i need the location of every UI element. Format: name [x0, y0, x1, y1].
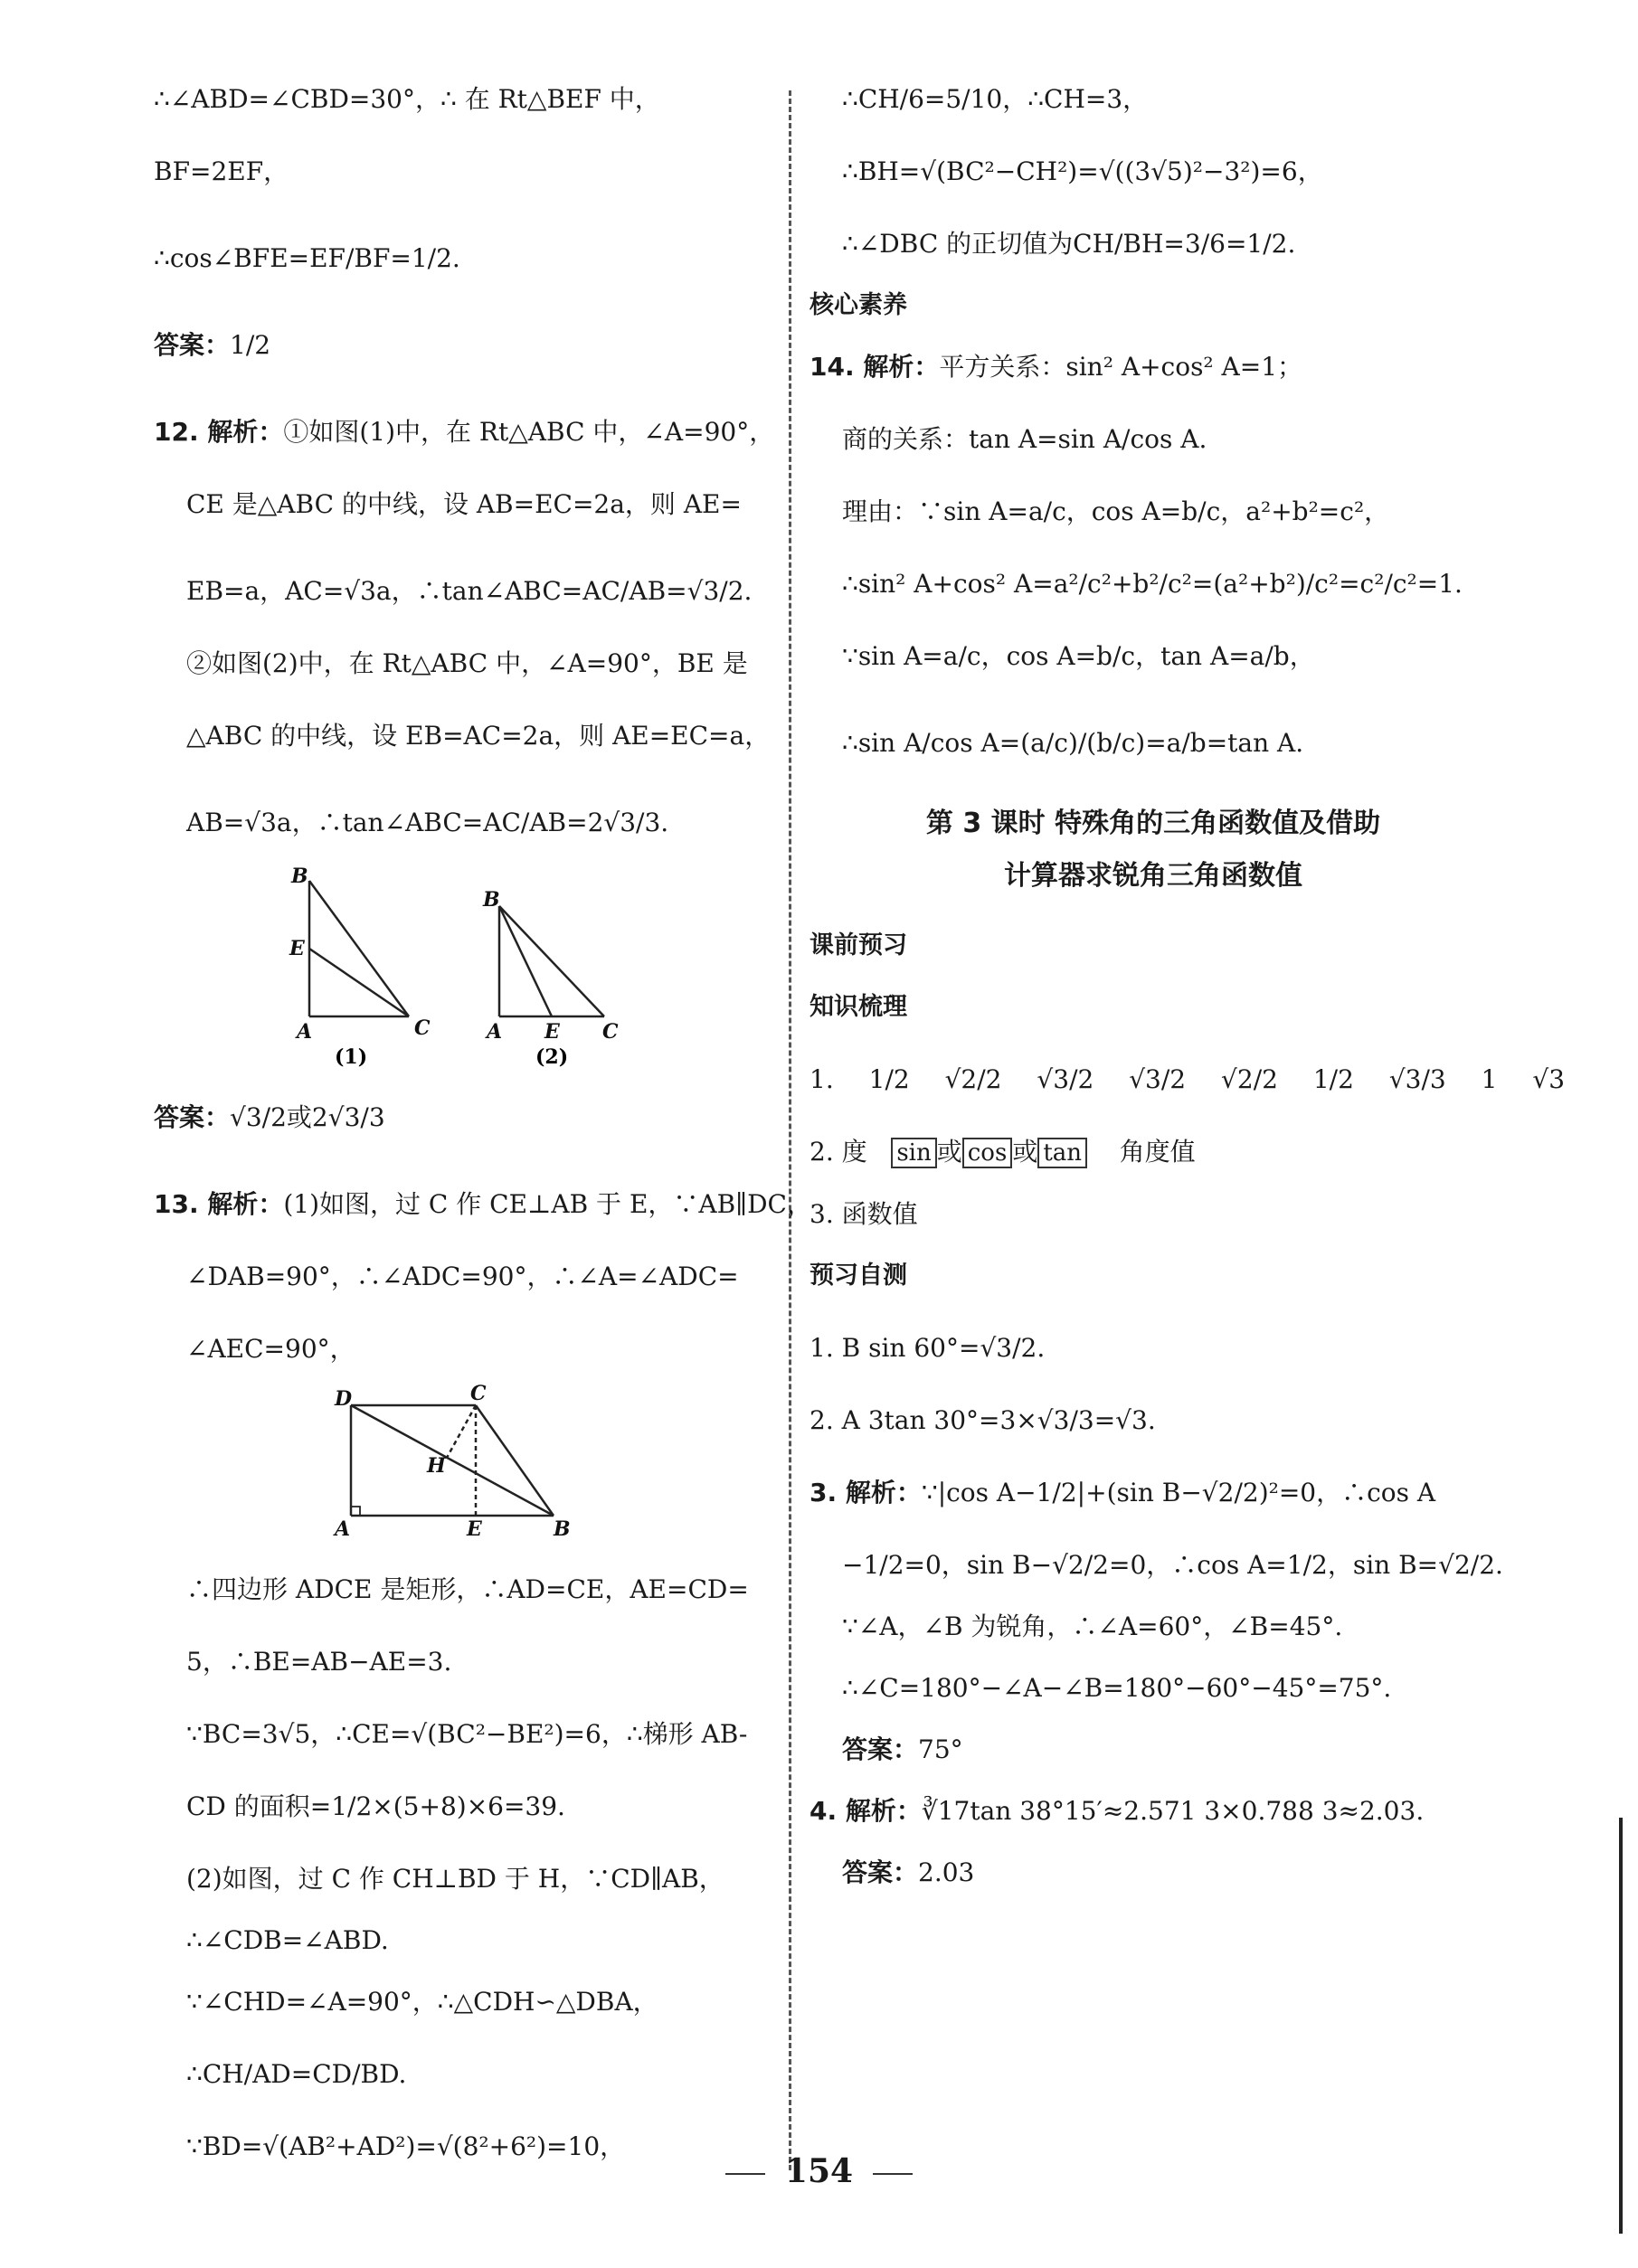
footer-dash	[873, 2173, 913, 2175]
boxed-term: tan	[1037, 1138, 1087, 1168]
question-14	[810, 349, 1497, 385]
section-heading: 课前预习	[810, 931, 907, 959]
figure-caption-1: (1)	[335, 1045, 368, 1069]
label-c: C	[602, 1020, 619, 1044]
answer-value: 1/2	[230, 330, 271, 360]
text-line: ②如图(2)中，在 Rt△ABC 中，∠A=90°，BE 是	[186, 648, 748, 678]
text-line: EB=a，AC=√3a，∴tan∠ABC=AC/AB=√3/2.	[186, 576, 753, 606]
label-e: E	[544, 1020, 560, 1044]
label-e: E	[467, 1517, 482, 1541]
text-line: CD 的面积=1/2×(5+8)×6=39.	[186, 1791, 565, 1821]
text-line: 理由：∵sin A=a/c，cos A=b/c，a²+b²=c²，	[842, 496, 1390, 526]
text-line: (2)如图，过 C 作 CH⊥BD 于 H，∵CD∥AB，	[186, 1864, 724, 1894]
value-cell: 1	[1481, 1064, 1498, 1094]
label-b: B	[554, 1517, 571, 1541]
left-column	[154, 81, 812, 2165]
label-b: B	[483, 888, 500, 912]
answer-label: 答案：	[842, 1857, 919, 1887]
figure-12-2	[499, 906, 604, 1016]
figure-caption-2: (2)	[535, 1045, 569, 1069]
value-cell: √3/2	[1037, 1064, 1094, 1094]
text-line: ∴∠CDB=∠ABD.	[186, 1925, 389, 1955]
section-heading: 知识梳理	[810, 993, 907, 1021]
answer-line	[810, 1855, 1497, 1891]
label-a: A	[297, 1020, 313, 1044]
text-line: ∵∠A，∠B 为锐角，∴∠A=60°，∠B=45°.	[842, 1611, 1343, 1641]
test-item-2: 2. A 3tan 30°=3×√3/3=√3.	[810, 1405, 1156, 1435]
text-line: ∴∠C=180°−∠A−∠B=180°−60°−45°=75°.	[842, 1673, 1392, 1703]
text-line: AB=√3a，∴tan∠ABC=AC/AB=2√3/3.	[186, 808, 669, 837]
label-d: D	[335, 1387, 353, 1411]
lesson-title: 第 3 课时 特殊角的三角函数值及借助	[925, 808, 1381, 839]
page-footer	[0, 2152, 1638, 2190]
question-12	[154, 414, 775, 450]
text-line: ∴BH=√(BC²−CH²)=√((3√5)²−3²)=6，	[842, 156, 1323, 186]
question-label: 14. 解析：	[810, 352, 940, 382]
answer-value: 2.03	[918, 1857, 975, 1887]
item-label: 2. 度	[810, 1137, 867, 1167]
column-divider	[789, 90, 791, 2170]
text-line: △ABC 的中线，设 EB=AC=2a，则 AE=EC=a，	[186, 721, 771, 751]
label-a: A	[487, 1020, 503, 1044]
label-c: C	[470, 1382, 487, 1405]
text-line: BF=2EF，	[154, 156, 289, 186]
text-line: ∴sin A/cos A=(a/c)/(b/c)=a/b=tan A.	[842, 728, 1304, 758]
text-line: ∵BD=√(AB²+AD²)=√(8²+6²)=10，	[186, 2131, 626, 2161]
answer-label: 答案：	[154, 330, 231, 360]
figure-12-1	[309, 881, 409, 1016]
test-item-4	[810, 1793, 1497, 1829]
answer-line	[154, 1100, 769, 1136]
label-c: C	[414, 1016, 431, 1040]
text-line: ∛17tan 38°15′≈2.571 3×0.788 3≈2.03.	[921, 1796, 1425, 1826]
footer-dash	[725, 2173, 765, 2175]
test-item-3	[810, 1475, 1497, 1511]
or-text: 或	[1012, 1137, 1038, 1167]
item-tail: 角度值	[1119, 1137, 1196, 1167]
or-text: 或	[936, 1137, 962, 1167]
label-h: H	[427, 1454, 446, 1478]
figure-12	[154, 854, 769, 1071]
question-label: 13. 解析：	[154, 1189, 284, 1219]
knowledge-item-3: 3. 函数值	[810, 1199, 918, 1229]
boxed-term: sin	[891, 1138, 936, 1168]
text-line: 商的关系：tan A=sin A/cos A.	[842, 424, 1207, 454]
label-a: A	[335, 1517, 351, 1541]
question-label: 12. 解析：	[154, 417, 284, 447]
answer-line	[154, 327, 769, 364]
test-item-1: 1. B sin 60°=√3/2.	[810, 1333, 1046, 1363]
text-line: ∴∠ABD=∠CBD=30°，∴ 在 Rt△BEF 中，	[154, 84, 660, 114]
text-line: −1/2=0，sin B−√2/2=0，∴cos A=1/2，sin B=√2/2.	[842, 1550, 1503, 1580]
text-line: ∴∠DBC 的正切值为CH/BH=3/6=1/2.	[842, 229, 1296, 259]
text-line: CE 是△ABC 的中线，设 AB=EC=2a，则 AE=	[186, 489, 742, 519]
section-heading: 预习自测	[810, 1262, 907, 1290]
answer-label: 答案：	[154, 1102, 231, 1132]
item-label: 1.	[810, 1064, 834, 1094]
text-line: 平方关系：sin² A+cos² A=1；	[939, 352, 1303, 382]
text-line: (1)如图，过 C 作 CE⊥AB 于 E，∵AB∥DC，	[283, 1189, 812, 1219]
value-cell: √3	[1532, 1064, 1566, 1094]
figure-13	[154, 1380, 769, 1543]
value-cell: √2/2	[944, 1064, 1002, 1094]
text-line: ∴cos∠BFE=EF/BF=1/2.	[154, 243, 460, 273]
boxed-term: cos	[962, 1138, 1013, 1168]
lesson-title: 计算器求锐角三角函数值	[1004, 860, 1302, 892]
value-cell: 1/2	[1312, 1064, 1354, 1094]
knowledge-item-1	[810, 1062, 1566, 1098]
value-cell: √3/3	[1388, 1064, 1446, 1094]
right-column	[810, 81, 1566, 1891]
text-line: ∵∠CHD=∠A=90°，∴△CDH∽△DBA，	[186, 1987, 658, 2017]
text-line: 5，∴BE=AB−AE=3.	[186, 1647, 452, 1677]
text-line: ∵sin A=a/c，cos A=b/c，tan A=a/b，	[842, 641, 1315, 671]
value-cell: √2/2	[1221, 1064, 1278, 1094]
text-line: ∴CH/AD=CD/BD.	[186, 2059, 407, 2089]
knowledge-item-2	[810, 1134, 1497, 1171]
text-line: ∴四边形 ADCE 是矩形，∴AD=CE，AE=CD=	[186, 1574, 749, 1604]
text-line: ∠AEC=90°，	[186, 1334, 355, 1364]
label-e: E	[289, 937, 305, 960]
value-cell: 1/2	[868, 1064, 910, 1094]
text-line: ∠DAB=90°，∴∠ADC=90°，∴∠A=∠ADC=	[186, 1262, 739, 1291]
question-label: 3. 解析：	[810, 1478, 922, 1507]
text-line: ∵|cos A−1/2|+(sin B−√2/2)²=0，∴cos A	[921, 1478, 1436, 1507]
section-heading: 核心素养	[810, 291, 907, 319]
text-line: ∴CH/6=5/10，∴CH=3，	[842, 84, 1149, 114]
text-line: ∵BC=3√5，∴CE=√(BC²−BE²)=6，∴梯形 AB-	[186, 1719, 748, 1749]
question-label: 4. 解析：	[810, 1796, 922, 1826]
label-b: B	[291, 865, 308, 888]
page-number: 154	[784, 2152, 854, 2190]
text-line: ∴sin² A+cos² A=a²/c²+b²/c²=(a²+b²)/c²=c²/c²=1.	[842, 569, 1463, 599]
figure-13-shape	[351, 1405, 554, 1516]
answer-label: 答案：	[842, 1734, 919, 1764]
answer-line	[810, 1732, 1497, 1768]
question-13	[154, 1186, 812, 1223]
value-cell: √3/2	[1129, 1064, 1187, 1094]
answer-value: 75°	[918, 1734, 963, 1764]
text-line: ①如图(1)中，在 Rt△ABC 中，∠A=90°，	[283, 417, 775, 447]
answer-value: √3/2或2√3/3	[230, 1102, 385, 1132]
